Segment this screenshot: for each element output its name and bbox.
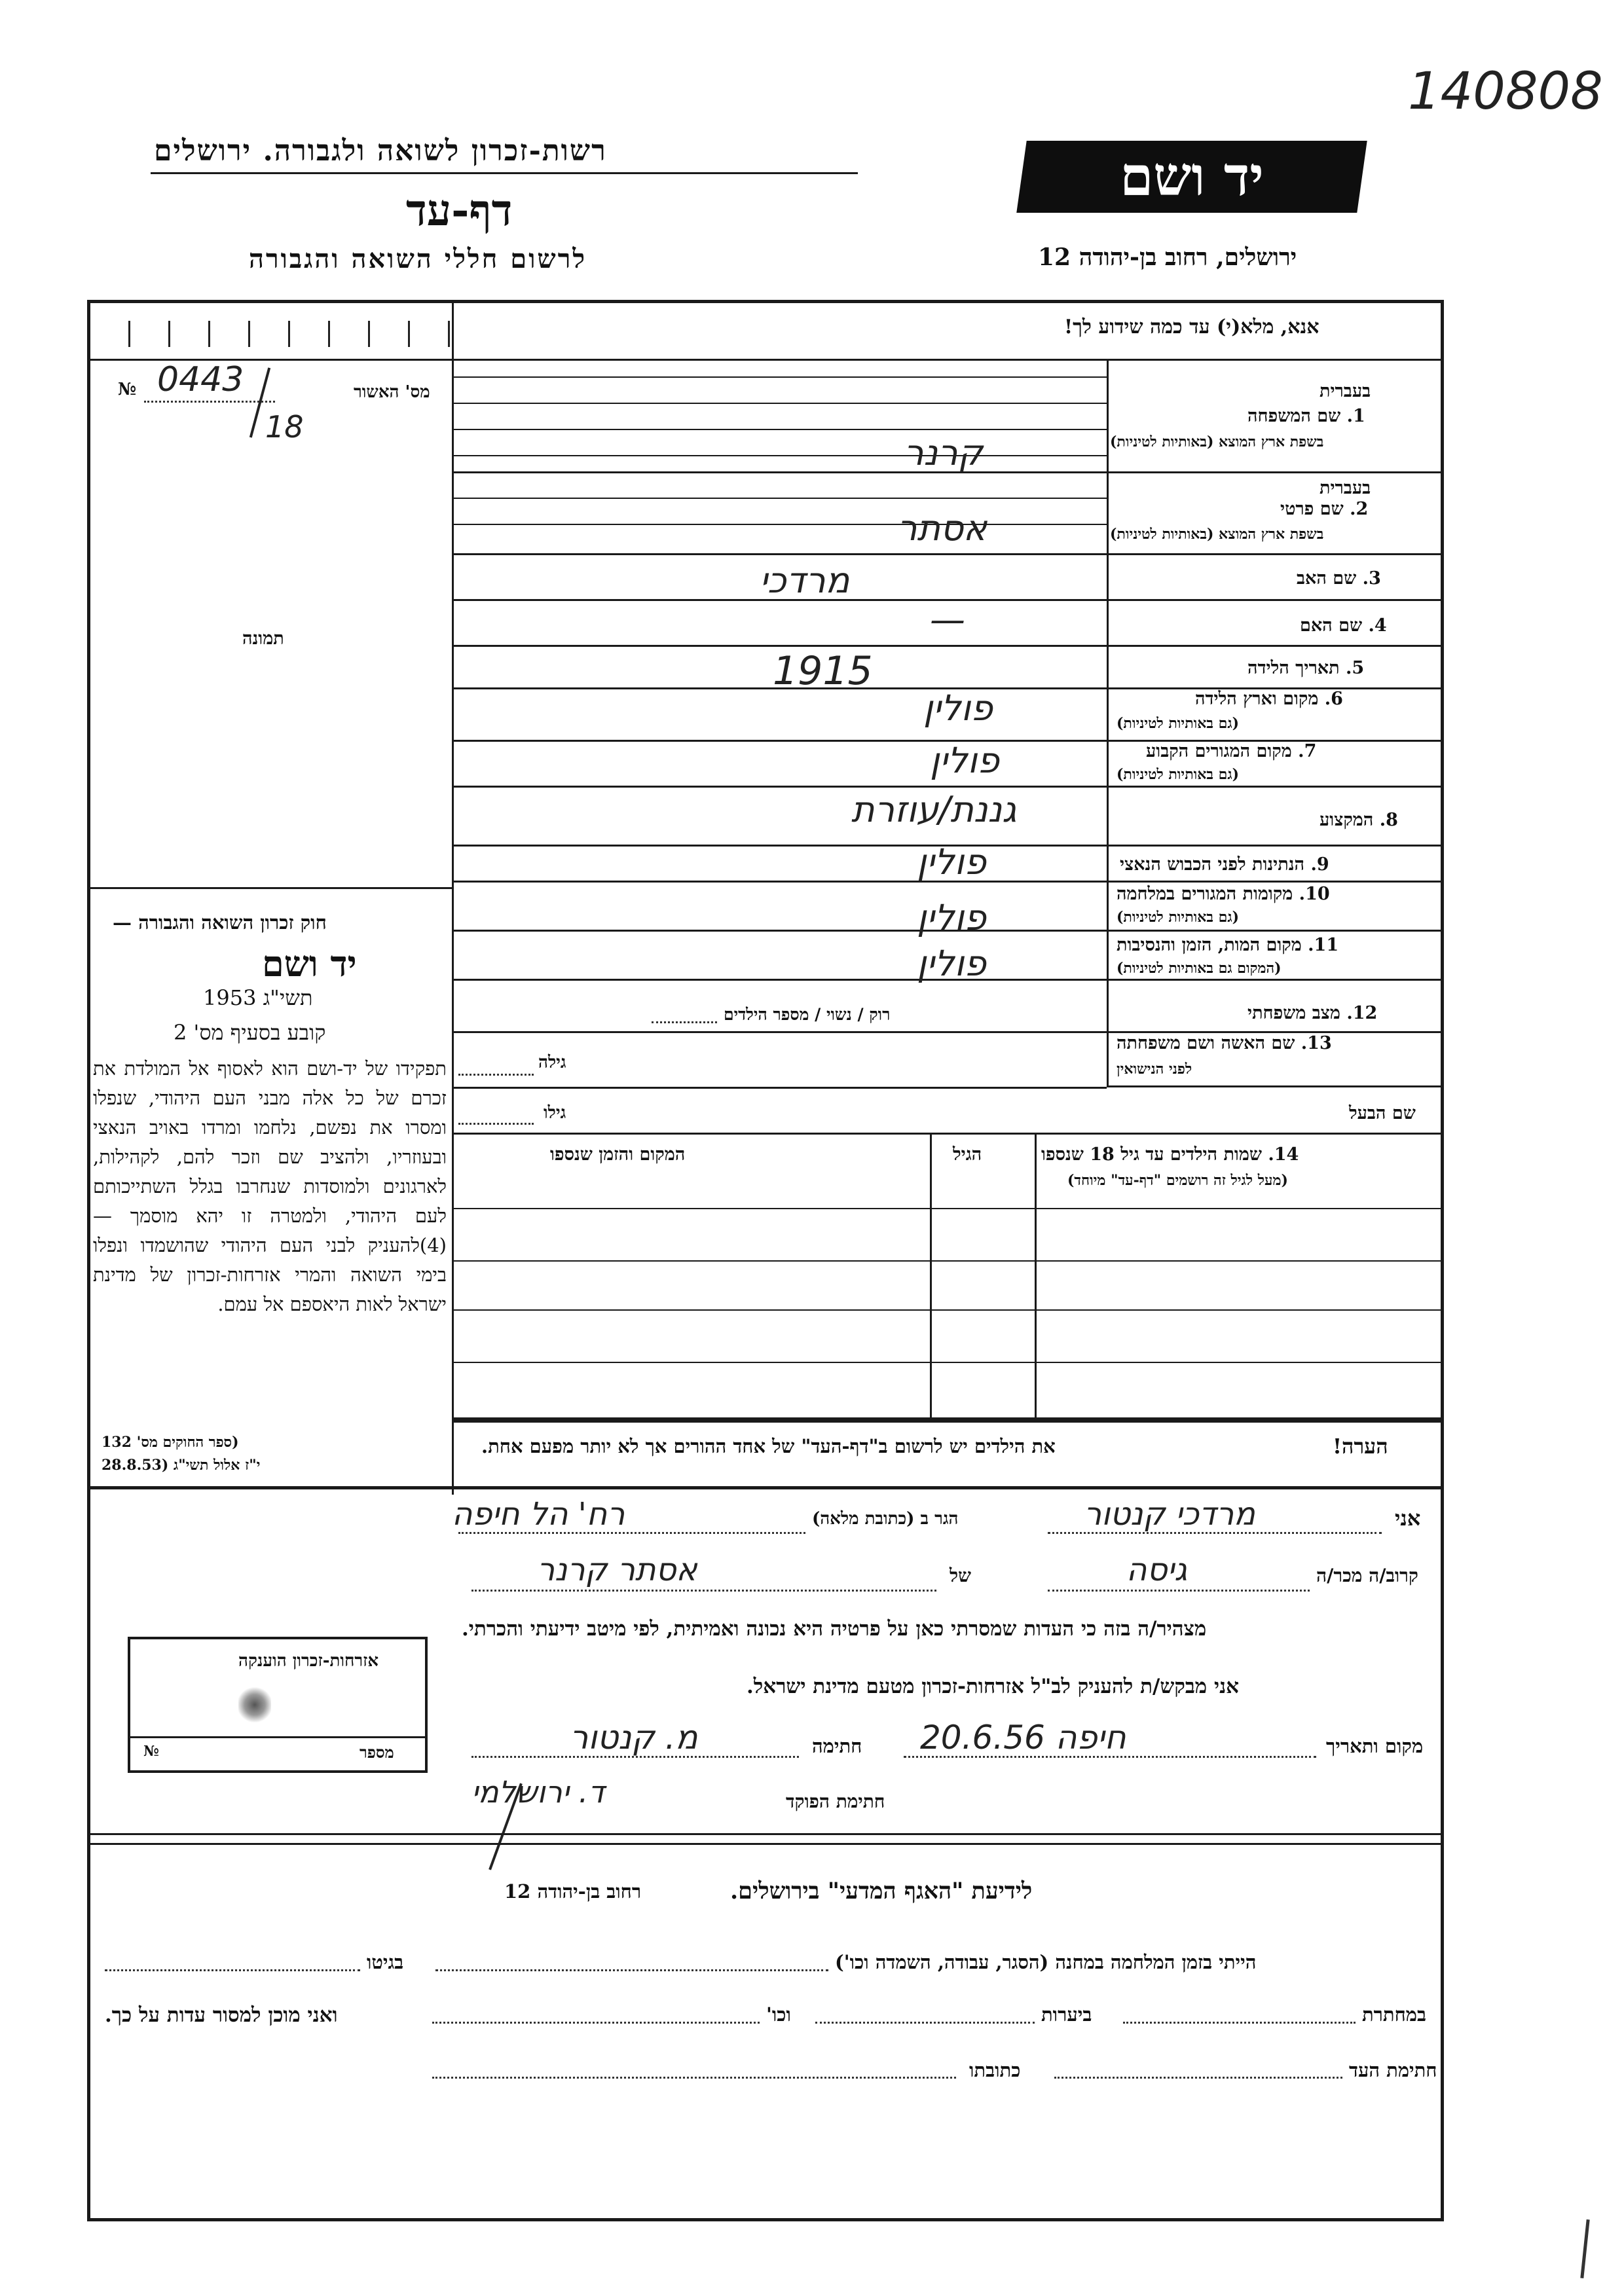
decl-shel-dots	[471, 1590, 936, 1592]
husband-age-dots	[458, 1123, 534, 1125]
footer-title: לידיעת "האגף המדעי" בירושלים.	[730, 1878, 1033, 1904]
law-text: תפקידו של יד-ושם הוא לאסוף אל המולדת את זכרם של כל אלה מבני העם היהודי, שנפלו ומסרו את נפשם, נלחמו ומרדו באויב הנאצי ובעוזריו, ולהציב שם וזכר להם, לקהילות, לארגונים ולמוסדות שנחרבו בגלל השתייכותם לעם היהודי, ולמטרה זו יהא מוסמך — (4)להעניק לבני העם היהודי שהושמדו ונפלו בימי השואה והמרי אזרחות-זכרון של מדינת ישראל לאות היאספם אל עמם.	[93, 1057, 447, 1315]
row-line	[452, 498, 1107, 499]
field-11-value: פולין	[917, 943, 986, 984]
decl-address-value: רח' הל חיפה	[452, 1496, 625, 1533]
decl-place-date-dots	[904, 1756, 1316, 1758]
logo-text: יד ושם	[1120, 145, 1264, 208]
footer-line1-a: הייתי בזמן המלחמה במחנה (הסגר, עבודה, השמדה וכו')	[835, 1951, 1257, 1973]
field-12-label	[1247, 1003, 1377, 1023]
field-10-name: מקומות המגורים במלחמה	[1116, 884, 1293, 904]
law-name: יד ושם	[262, 943, 357, 985]
decl-officer-label: חתימת הפוקד	[786, 1791, 885, 1812]
field-13-name: שם האשה ושם משפחתה	[1116, 1033, 1295, 1053]
field-2-hebrew: בעברית	[1320, 478, 1371, 498]
row-line	[452, 1133, 1442, 1135]
field-2-num: 2.	[1350, 499, 1369, 519]
row-line	[452, 1087, 1107, 1089]
footer-line3-dots-a	[1054, 2077, 1342, 2079]
approval-dots	[144, 401, 275, 403]
decl-ani-dots	[1048, 1532, 1382, 1534]
law-year: תשי"ג 1953	[203, 985, 313, 1010]
header-address: ירושלים, רחוב בן-יהודה 12	[1038, 244, 1297, 271]
husband-age-label: גילו	[544, 1103, 566, 1123]
children-row	[452, 1260, 1442, 1262]
field-3-value: מרדכי	[760, 560, 850, 601]
decl-ani: אני	[1395, 1506, 1421, 1531]
row-line	[452, 524, 1107, 525]
approval-fraction: 18	[265, 409, 304, 445]
note-top	[452, 1419, 1442, 1423]
approval-no-symbol: №	[118, 380, 137, 399]
row-line	[452, 553, 1442, 555]
field-4-value: —	[930, 599, 965, 640]
photo-label: תמונה	[242, 629, 284, 649]
decl-shel-value: אסתר קרנר	[537, 1552, 697, 1588]
field-11-label	[1116, 935, 1338, 955]
field-5-value: 1915	[773, 648, 873, 694]
field-7-num: 7.	[1298, 741, 1317, 761]
citizenship-number-label: מספר	[360, 1743, 394, 1762]
decl-request: אני מבקש/ת להעניק לב"ל אזרחות-זכרון מטעם מדינת ישראל.	[747, 1675, 1240, 1698]
field-10-label	[1116, 884, 1330, 904]
note-label: הערה!	[1333, 1434, 1388, 1459]
law-ref-1: (ספר החוקים מס' 132	[101, 1434, 239, 1451]
decl-ani-value: מרדכי קנטור	[1084, 1496, 1255, 1533]
field-2-name: שם פרטי	[1280, 499, 1344, 519]
footer-line1-dots-a	[435, 1969, 828, 1971]
field-4-name: שם האם	[1300, 615, 1363, 636]
field-1-value: קרנר	[904, 432, 983, 473]
children-age-header: הגיל	[953, 1144, 982, 1165]
note-bottom	[90, 1486, 1442, 1489]
children-sub: (מעל לגיל זה רושמים "דף-עד" מיוחד)	[1067, 1172, 1288, 1189]
label-value-divider	[1107, 359, 1109, 1085]
field-9-label	[1120, 854, 1329, 875]
field-1-label	[1247, 406, 1365, 426]
field-8-label	[1320, 810, 1398, 830]
footer-separator-1	[90, 1833, 1442, 1835]
decl-signature-value: מ. קנטור	[570, 1719, 698, 1757]
children-label: 14. שמות הילדים עד גיל 18 שנספו	[1041, 1144, 1299, 1165]
field-13-sub: לפני הנישואין	[1116, 1061, 1192, 1078]
approval-value: 0443	[157, 360, 244, 399]
row-line	[452, 403, 1107, 404]
row-line	[452, 455, 1107, 456]
field-5-label	[1247, 658, 1364, 678]
footer-line2-b: ביערות	[1041, 2003, 1092, 2026]
marital-options: רוק / נשוי / מספר הילדים	[724, 1005, 891, 1024]
archive-number: 140808	[1408, 62, 1603, 121]
footer-line2-dots-b	[815, 2022, 1035, 2024]
field-6-name: מקום וארץ הלידה	[1195, 689, 1319, 709]
field-3-label	[1297, 568, 1381, 589]
authority-underline	[151, 172, 858, 174]
decl-place-date-value: חיפה 20.6.56	[920, 1719, 1126, 1757]
husband-label: שם הבעל	[1349, 1103, 1416, 1123]
children-col-divider-1	[1035, 1133, 1037, 1421]
field-1-hebrew: בעברית	[1320, 381, 1371, 401]
decl-relative-dots	[1048, 1590, 1310, 1592]
row-line	[1107, 1085, 1442, 1087]
field-2-label	[1280, 499, 1368, 519]
field-11-name: מקום המות, הזמן והנסיבות	[1116, 935, 1302, 955]
field-12-name: מצב משפחתי	[1247, 1003, 1340, 1023]
decl-address-label: הגר ב (כתובת מלאה)	[812, 1509, 959, 1529]
field-1-name: שם המשפחה	[1247, 406, 1341, 426]
authority-title: רשות-זכרון לשואה ולגבורה. ירושלים	[154, 134, 607, 168]
field-9-num: 9.	[1310, 854, 1329, 875]
field-6-value: פולין	[923, 687, 993, 729]
field-11-num: 11.	[1308, 935, 1339, 955]
field-7-name: מקום המגורים הקבוע	[1146, 741, 1292, 761]
field-2-sub: בשפת ארץ המוצא (באותיות לטיניות)	[1110, 526, 1324, 543]
footer-line3-dots-b	[432, 2077, 956, 2079]
field-3-name: שם האב	[1297, 568, 1357, 589]
citizenship-box	[128, 1637, 428, 1773]
field-4-label	[1300, 615, 1387, 636]
children-row	[452, 1208, 1442, 1209]
footer-line3-a: חתימת העד	[1349, 2059, 1437, 2081]
field-12-num: 12.	[1346, 1003, 1378, 1023]
citizenship-no-symbol: №	[143, 1743, 159, 1760]
law-clause: קובע בסעיף מס' 2	[174, 1020, 326, 1045]
field-11-sub: (המקום גם באותיות לטיניות)	[1116, 960, 1282, 977]
footer-line2-c: וכו'	[766, 2003, 791, 2026]
field-10-value: פולין	[917, 897, 986, 938]
law-top-line	[90, 887, 452, 889]
row-line	[452, 645, 1442, 647]
children-col-divider-2	[930, 1133, 932, 1421]
field-5-name: תאריך הלידה	[1247, 658, 1340, 678]
frame-left	[87, 300, 90, 2221]
decl-relative-label: קרוב/ה מכר/ה	[1316, 1565, 1418, 1586]
yad-vashem-logo	[1016, 141, 1367, 213]
row-line	[452, 786, 1442, 788]
field-2-value: אסתר	[897, 507, 987, 549]
wife-age-dots	[458, 1074, 534, 1076]
decl-relative-value: גיסה	[1126, 1552, 1188, 1588]
field-3-num: 3.	[1362, 568, 1381, 589]
law-ref-2: י"ז אלול תשי"ג (28.8.53	[101, 1457, 261, 1474]
tick-strip-line	[90, 359, 452, 361]
citizenship-box-divider	[130, 1736, 425, 1738]
footer-line2-d: ואני מוכן למסור עדות על כך.	[105, 2003, 338, 2027]
row-line	[452, 429, 1107, 430]
children-count-dots	[652, 1021, 717, 1023]
field-6-sub: (גם באותיות לטיניות)	[1116, 715, 1240, 732]
field-4-num: 4.	[1368, 615, 1387, 636]
children-row	[452, 1309, 1442, 1311]
field-5-num: 5.	[1345, 658, 1365, 678]
footer-address: רחוב בן-יהודה 12	[504, 1880, 642, 1903]
field-13-label	[1116, 1033, 1332, 1053]
field-7-value: פולין	[930, 740, 999, 781]
instructions: אנא, מלא(י) עד כמה שידוע לך!	[1064, 316, 1320, 338]
decl-place-date-label: מקום ותאריך	[1326, 1735, 1424, 1757]
field-10-num: 10.	[1299, 884, 1330, 904]
instructions-line	[452, 359, 1442, 361]
tick-strip	[90, 321, 452, 347]
field-8-name: המקצוע	[1320, 810, 1374, 830]
field-1-sub: בשפת ארץ המוצא (באותיות לטיניות)	[1110, 433, 1324, 450]
wife-age-label: גילה	[538, 1053, 566, 1072]
approval-label: מס' האשור	[354, 382, 430, 402]
children-place-header: המקום והזמן שנספו	[550, 1144, 686, 1165]
field-1-num: 1.	[1346, 406, 1365, 426]
decl-shel: של	[950, 1565, 971, 1586]
citizenship-title: אזרחות-זכרון הוענקה	[238, 1651, 379, 1671]
note-text: את הילדים יש לרשום ב"דף-העד" של אחד ההורים אך לא יותר מפעם אחת.	[481, 1435, 1056, 1457]
decl-address-dots	[458, 1532, 805, 1534]
field-9-value: פולין	[917, 841, 986, 883]
field-8-num: 8.	[1379, 810, 1398, 830]
frame-bottom	[87, 2218, 1444, 2221]
footer-separator-2	[90, 1843, 1442, 1845]
decl-signature-label: חתימה	[812, 1735, 862, 1757]
footer-line2-dots-a	[1123, 2022, 1356, 2024]
form-title: דף-עד	[406, 185, 513, 236]
left-column-divider	[452, 300, 454, 1495]
children-row	[452, 1362, 1442, 1363]
citizenship-stamp	[238, 1685, 271, 1724]
field-6-label	[1195, 689, 1343, 709]
field-7-label	[1146, 741, 1316, 761]
decl-officer-value: ד. ירושלמי	[471, 1774, 605, 1810]
frame-top	[87, 300, 1444, 303]
decl-statement: מצהיר/ה בזה כי העדות שמסרתי כאן על פרטיה היא נכונה ואמיתית, לפי מיטב ידיעתי והכרתי.	[462, 1617, 1207, 1641]
field-7-sub: (גם באותיות לטיניות)	[1116, 766, 1240, 783]
footer-line2-dots-c	[432, 2022, 760, 2024]
decl-signature-dots	[471, 1756, 799, 1758]
law-title: חוק זכרון השואה והגבורה —	[113, 911, 327, 934]
scan-edge-mark	[1580, 2219, 1589, 2278]
footer-line2-a: במחתרת	[1362, 2003, 1426, 2026]
footer-line1-dots-b	[105, 1969, 360, 1971]
footer-line3-b: כתובתו	[969, 2059, 1021, 2081]
field-8-value: גננת/עוזרת	[851, 789, 1017, 830]
footer-line1-b: בגיטו	[367, 1951, 404, 1973]
field-9-name: הנתינות לפני הכבוש הנאצי	[1120, 854, 1305, 875]
field-13-num: 13.	[1301, 1033, 1332, 1053]
field-10-sub: (גם באותיות לטיניות)	[1116, 909, 1240, 926]
field-6-num: 6.	[1324, 689, 1343, 709]
form-subtitle: לרשום חללי השואה והגבורה	[249, 244, 587, 274]
row-line	[452, 376, 1107, 378]
